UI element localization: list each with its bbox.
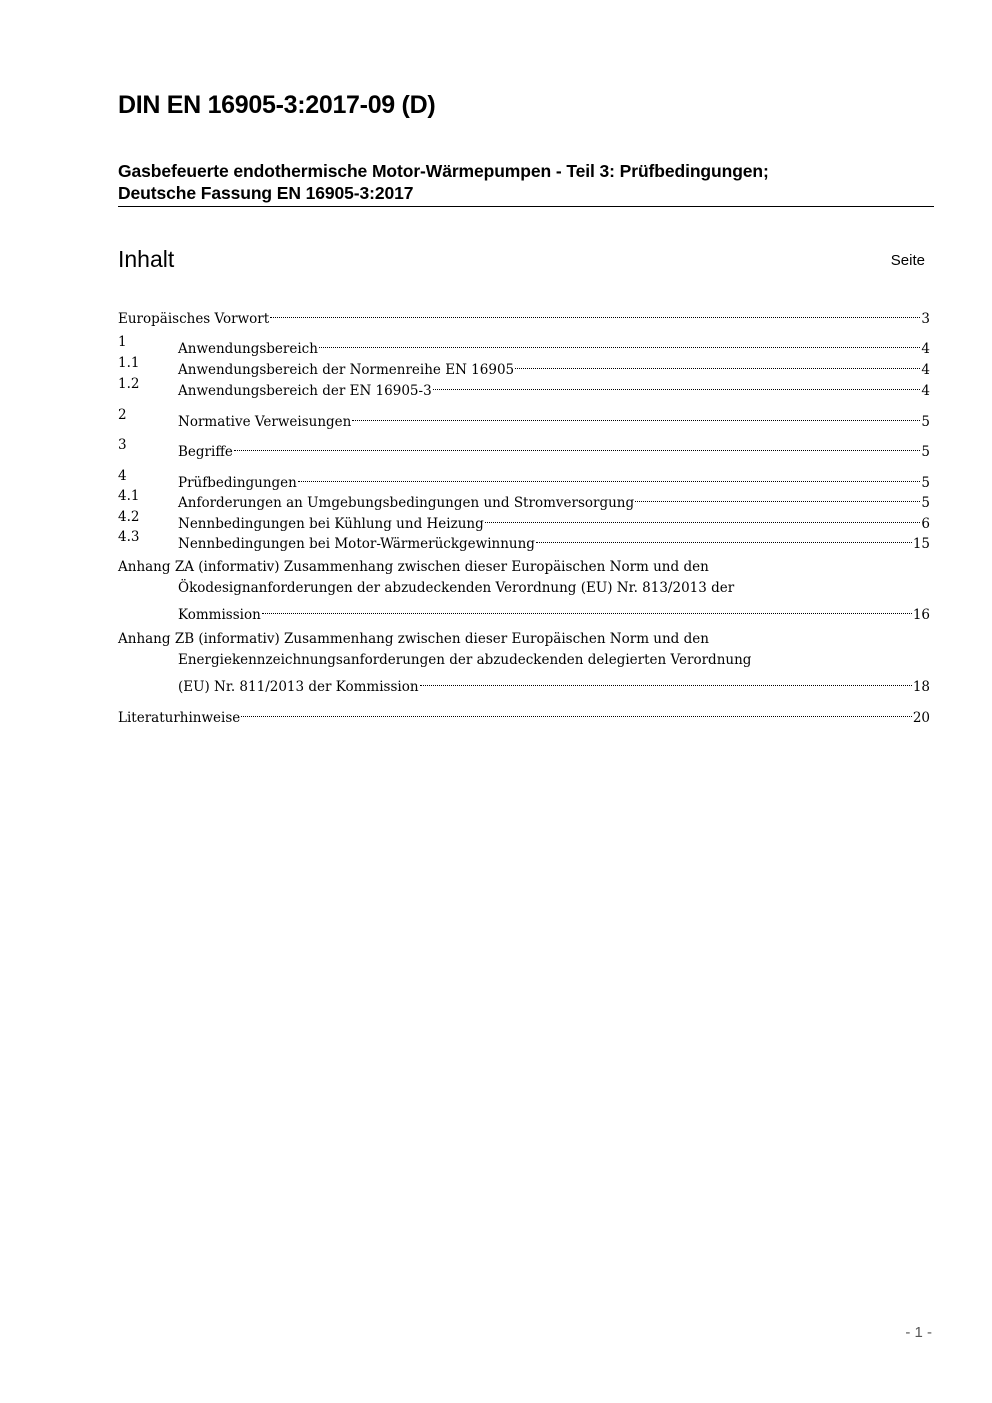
toc-leader-dots xyxy=(298,466,921,487)
toc-leader-dots xyxy=(234,435,921,456)
toc-entry-title: Anwendungsbereich xyxy=(178,341,318,357)
toc-entry-number: 2 xyxy=(118,407,127,423)
toc-entry-page: 15 xyxy=(912,536,930,552)
toc-page-column-label: Seite xyxy=(890,252,925,269)
toc-leader-dots xyxy=(536,527,912,548)
toc-entry-page: 20 xyxy=(912,710,930,726)
toc-entry-page: 4 xyxy=(921,383,930,399)
toc-entry-page: 5 xyxy=(921,495,930,511)
toc-entry-1[interactable] xyxy=(118,332,930,357)
toc-leader-dots xyxy=(241,701,912,722)
toc-entry-page: 16 xyxy=(912,607,930,623)
toc-entry-title: Literaturhinweise xyxy=(118,710,241,726)
toc-annex-zb-line-3[interactable] xyxy=(178,670,930,695)
toc-entry-1-2[interactable] xyxy=(118,374,930,399)
toc-entry-title: Normative Verweisungen xyxy=(178,414,352,430)
toc-leader-dots xyxy=(515,353,920,374)
toc-annex-za-line-1[interactable]: Anhang ZA (informativ) Zusammenhang zwischen dieser Europäischen Norm und den xyxy=(118,559,709,575)
toc-entry-title: Anwendungsbereich der Normenreihe EN 16905 xyxy=(178,362,515,378)
toc-entry-page: 18 xyxy=(912,679,930,695)
toc-entry-number: 1 xyxy=(118,334,127,350)
page-number: - 1 - xyxy=(905,1324,932,1341)
toc-entry-number: 4.2 xyxy=(118,509,140,525)
toc-entry-page: 5 xyxy=(921,444,930,460)
toc-entry-number: 3 xyxy=(118,437,127,453)
subtitle-line-1: Gasbefeuerte endothermische Motor-Wärmepumpen - Teil 3: Prüfbedingungen; xyxy=(118,161,769,181)
title-divider xyxy=(118,206,934,207)
toc-entry-3[interactable] xyxy=(118,435,930,460)
toc-entry-4[interactable] xyxy=(118,466,930,491)
toc-leader-dots xyxy=(270,302,920,323)
toc-entry-number: 4.1 xyxy=(118,488,140,504)
toc-entry-page: 5 xyxy=(921,414,930,430)
toc-leader-dots xyxy=(433,374,921,395)
toc-entry-title: Prüfbedingungen xyxy=(178,475,297,491)
toc-entry-page: 5 xyxy=(921,475,930,491)
toc-entry-title: Nennbedingungen bei Motor-Wärmerückgewinnung xyxy=(178,536,535,552)
toc-annex-za-line-3[interactable] xyxy=(178,598,930,623)
toc-entry-number: 4.3 xyxy=(118,529,140,545)
toc-leader-dots xyxy=(262,598,912,619)
toc-annex-zb-line-2[interactable]: Energiekennzeichnungsanforderungen der abzudeckenden delegierten Verordnung xyxy=(178,652,752,668)
toc-entry-title: Nennbedingungen bei Kühlung und Heizung xyxy=(178,516,484,532)
toc-entry-number: 1.2 xyxy=(118,376,140,392)
toc-entry-title: (EU) Nr. 811/2013 der Kommission xyxy=(178,679,419,695)
toc-entry-number: 4 xyxy=(118,468,127,484)
toc-entry-title: Kommission xyxy=(178,607,261,623)
toc-entry-page: 4 xyxy=(921,341,930,357)
toc-leader-dots xyxy=(352,405,920,426)
toc-entry-page: 4 xyxy=(921,362,930,378)
toc-annex-zb-line-1[interactable]: Anhang ZB (informativ) Zusammenhang zwischen dieser Europäischen Norm und den xyxy=(118,631,709,647)
toc-entry-2[interactable] xyxy=(118,405,930,430)
document-title: DIN EN 16905-3:2017-09 (D) xyxy=(118,91,436,119)
toc-entry-title: Begriffe xyxy=(178,444,233,460)
toc-entry-title: Anforderungen an Umgebungsbedingungen und Stromversorgung xyxy=(178,495,635,511)
document-subtitle xyxy=(118,160,934,204)
toc-entry-bibliography[interactable] xyxy=(118,701,930,726)
subtitle-line-2: Deutsche Fassung EN 16905-3:2017 xyxy=(118,183,414,203)
toc-leader-dots xyxy=(420,670,912,691)
toc-entry-title: Anwendungsbereich der EN 16905-3 xyxy=(178,383,432,399)
toc-leader-dots xyxy=(485,507,921,528)
toc-entry-number: 1.1 xyxy=(118,355,140,371)
toc-entry-page: 3 xyxy=(921,311,930,327)
toc-entry-vorwort[interactable] xyxy=(118,302,930,327)
toc-heading: Inhalt xyxy=(118,246,175,272)
toc-leader-dots xyxy=(319,332,920,353)
toc-entry-1-1[interactable] xyxy=(118,353,930,378)
toc-entry-title: Europäisches Vorwort xyxy=(118,311,270,327)
toc-leader-dots xyxy=(635,486,920,507)
toc-entry-4-2[interactable] xyxy=(118,507,930,532)
toc-entry-4-1[interactable] xyxy=(118,486,930,511)
toc-annex-za-line-2[interactable]: Ökodesignanforderungen der abzudeckenden Verordnung (EU) Nr. 813/2013 der xyxy=(178,580,735,596)
toc-entry-4-3[interactable] xyxy=(118,527,930,552)
toc-entry-page: 6 xyxy=(921,516,930,532)
